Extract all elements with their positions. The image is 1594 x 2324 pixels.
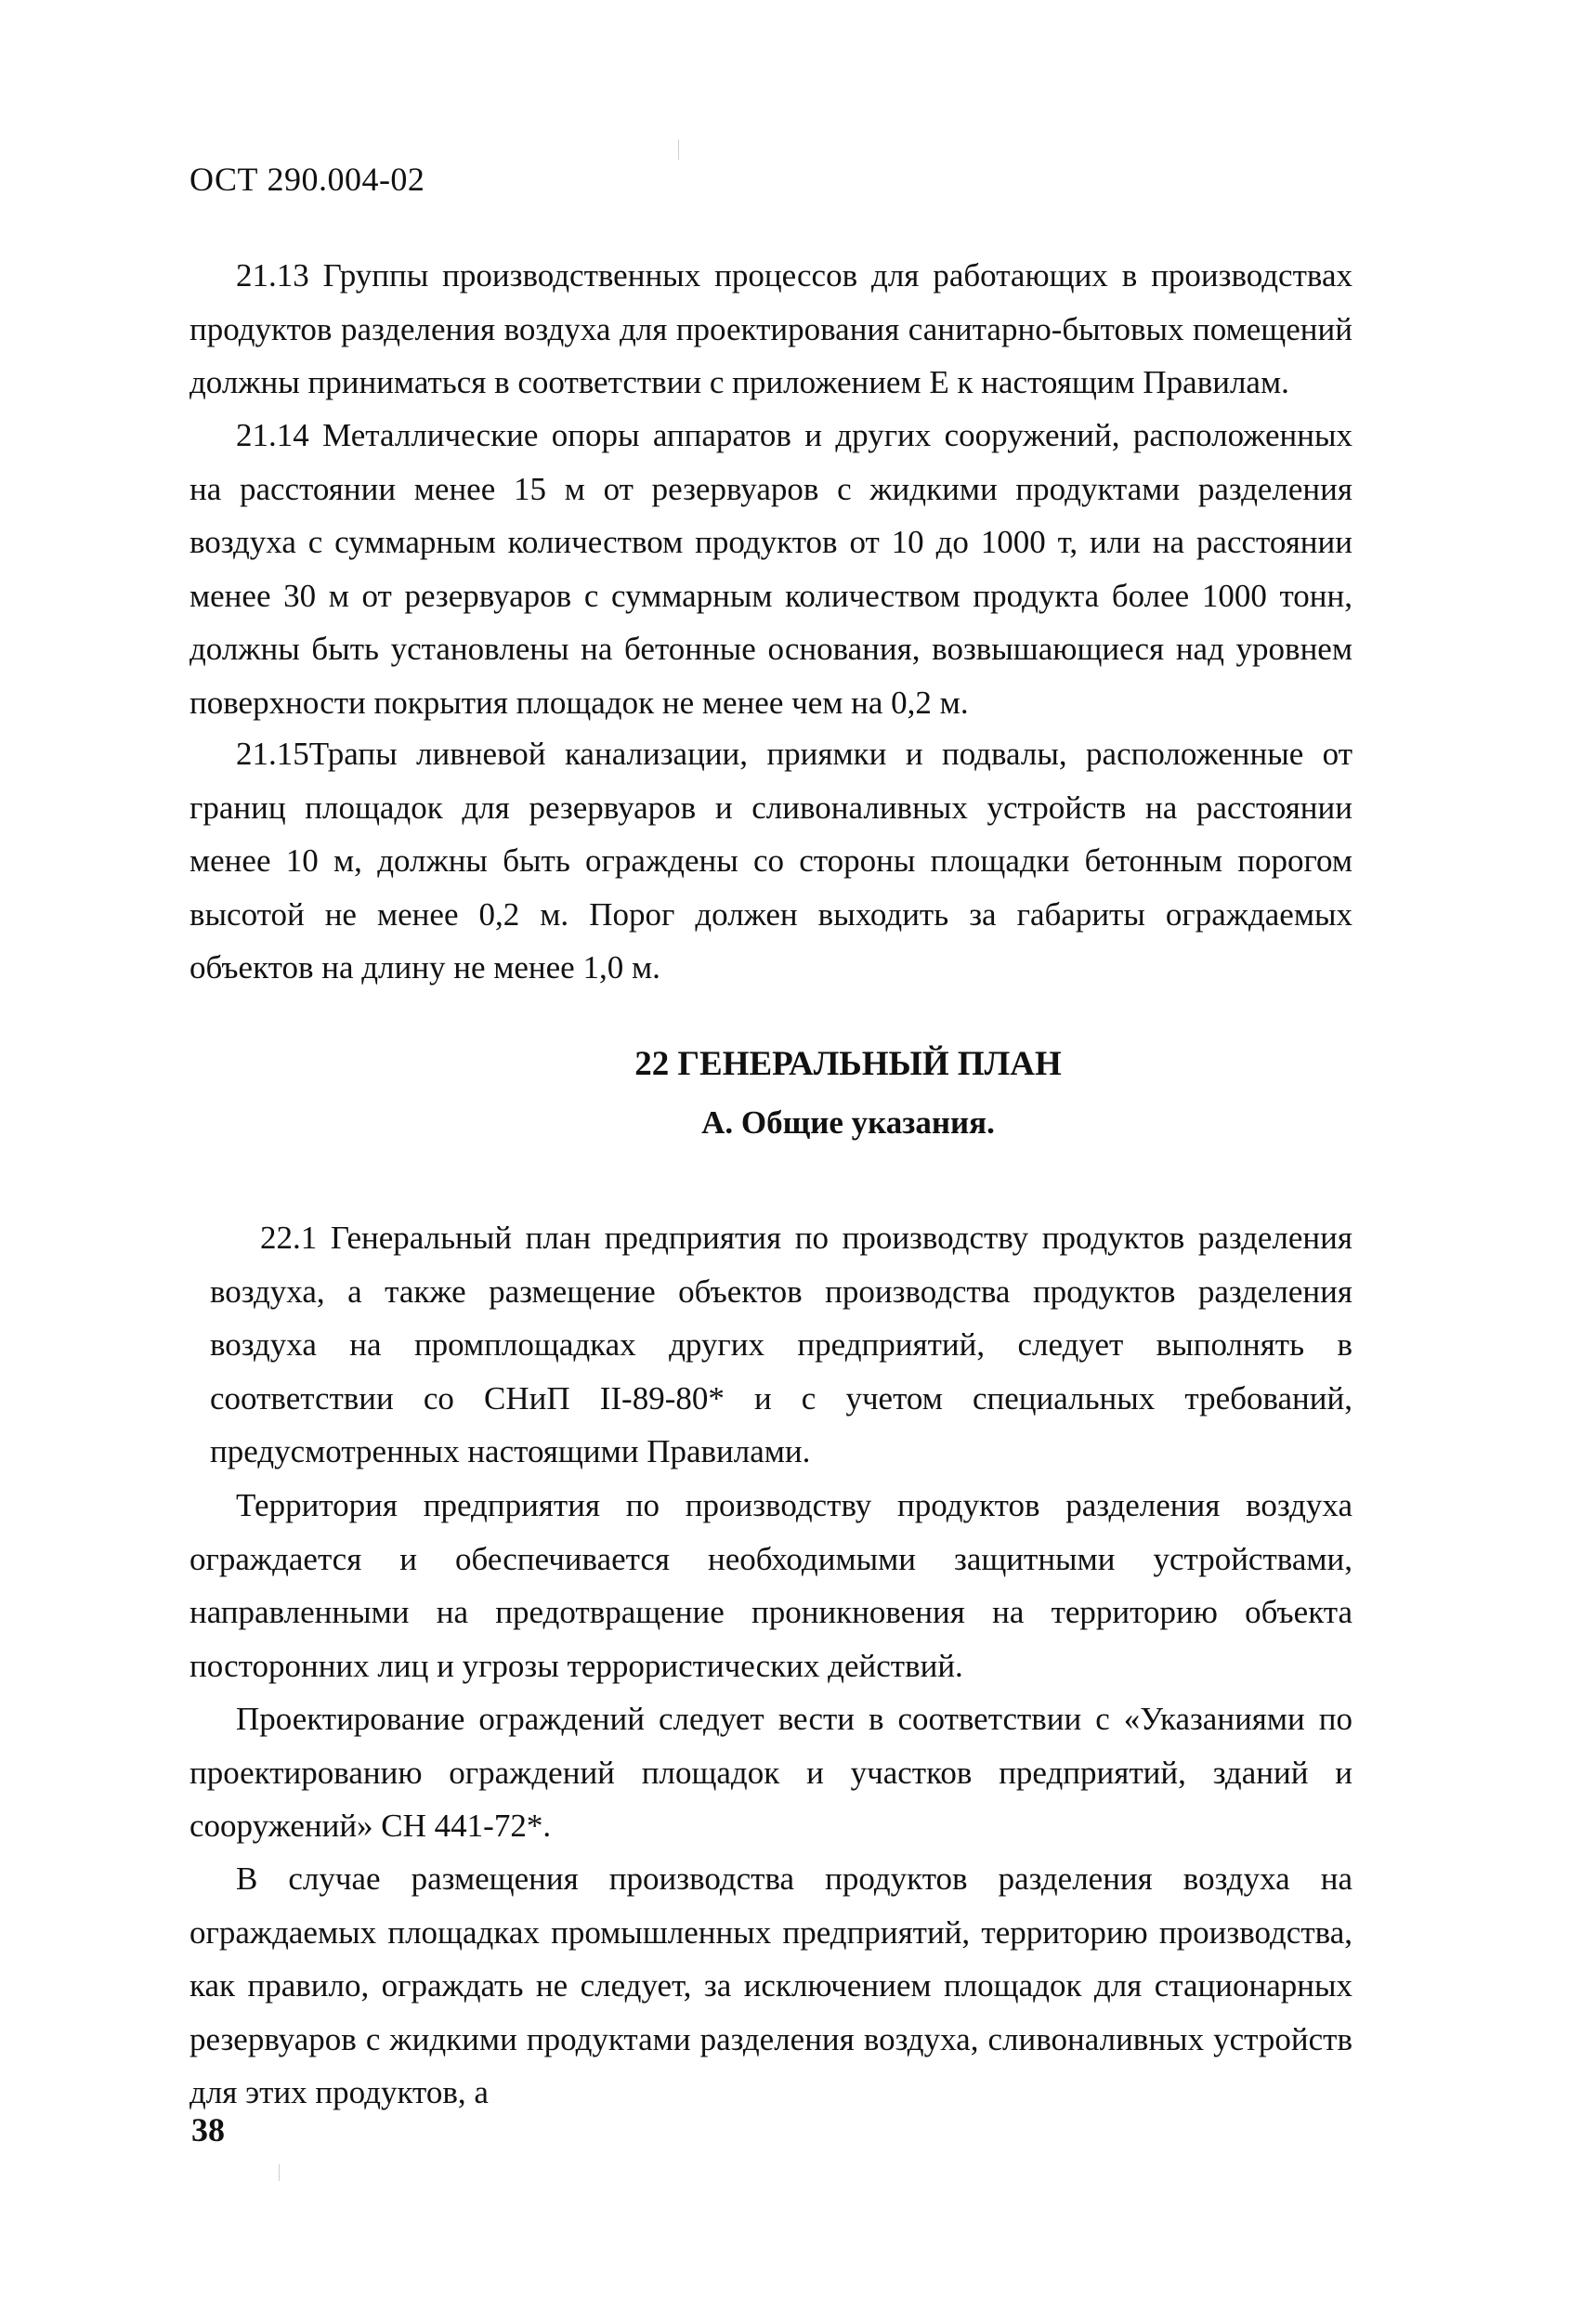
- scan-artifact-bottom: [279, 2164, 280, 2181]
- scan-artifact-top: [678, 139, 679, 160]
- section-title: 22 ГЕНЕРАЛЬНЫЙ ПЛАН: [634, 1045, 1062, 1083]
- paragraph-text: 21.15Трапы ливневой канализации, приямки и подвалы, расположенные от границ площадок для резервуаров и сливоналивных устройств на расстоянии менее 10 м, должны быть ограждены со стороны площадки бетонным порогом высотой не менее 0,2 м. Порог должен выходить за габариты ограждаемых объектов на длину не менее 1,0 м.: [189, 736, 1352, 986]
- paragraph-text: 22.1 Генеральный план предприятия по производству продуктов разделения воздуха, а также размещение объектов производства продуктов разделения воздуха на промплощадках других предприятий, следует выполнять в соответствии со СНиП II-89-80* и с учетом специальных требований, предусмотренных настоящими Правилами.: [210, 1220, 1352, 1469]
- paragraph-fencing: [189, 1692, 1352, 1853]
- paragraph-text: Проектирование ограждений следует вести в соответствии с «Указаниями по проектированию ограждений площадок и участков предприятий, зданий и сооружений» СН 441-72*.: [189, 1701, 1352, 1844]
- paragraph-territory: [189, 1479, 1352, 1692]
- paragraph-text: 21.13 Группы производственных процессов для работающих в производствах продуктов разделения воздуха для проектирования санитарно-бытовых помещений должны приниматься в соответствии с приложением Е к настоящим Правилам.: [189, 257, 1352, 400]
- paragraph-21-15: [189, 727, 1352, 995]
- paragraph-21-13: [189, 249, 1352, 410]
- paragraph-text: Территория предприятия по производству продуктов разделения воздуха ограждается и обеспечивается необходимыми защитными устройствами, направленными на предотвращение проникновения на территорию объекта посторонних лиц и угрозы террористических действий.: [189, 1487, 1352, 1684]
- document-code: ОСТ 290.004-02: [189, 161, 425, 198]
- page-number: 38: [191, 2111, 225, 2148]
- paragraph-text: 21.14 Металлические опоры аппаратов и других сооружений, расположенных на расстоянии менее 15 м от резервуаров с жидкими продуктами разделения воздуха с суммарным количеством продуктов от 10 до 1000 т, или на расстоянии менее 30 м от резервуаров с суммарным количеством продукта более 1000 тонн, должны быть установлены на бетонные основания, возвышающиеся над уровнем поверхности покрытия площадок не менее чем на 0,2 м.: [189, 417, 1352, 721]
- subsection-title: А. Общие указания.: [701, 1104, 995, 1141]
- paragraph-22-1: [210, 1211, 1352, 1479]
- paragraph-21-14: [189, 409, 1352, 729]
- paragraph-text: В случае размещения производства продуктов разделения воздуха на ограждаемых площадках промышленных предприятий, территорию производства, как правило, ограждать не следует, за исключением площадок для стационарных резервуаров с жидкими продуктами разделения воздуха, сливоналивных устройств для этих продуктов, а: [189, 1861, 1352, 2110]
- paragraph-placement-case: [189, 1852, 1352, 2120]
